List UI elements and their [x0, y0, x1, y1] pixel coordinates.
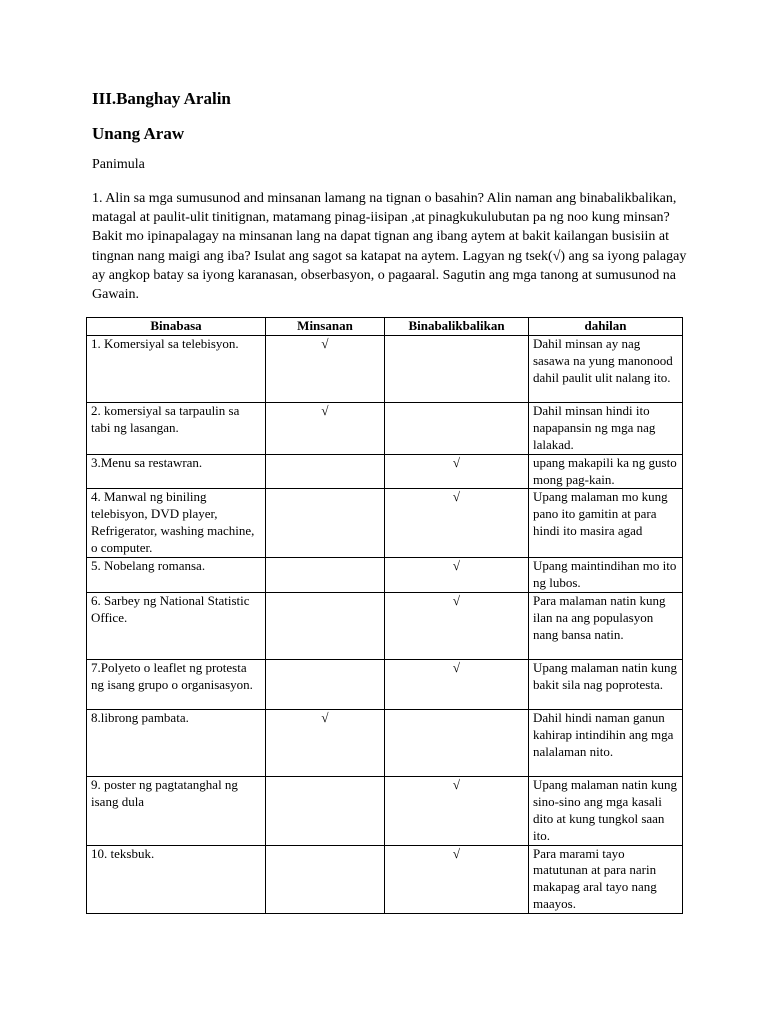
cell-minsanan-check [266, 659, 385, 709]
cell-binabasa: 1. Komersiyal sa telebisyon. [87, 335, 266, 402]
table-row [87, 335, 683, 402]
header-binabalikbalikan: Binabalikbalikan [385, 318, 529, 336]
cell-binabasa: 8.librong pambata. [87, 709, 266, 776]
intro-label: Panimula [92, 157, 145, 172]
cell-binabasa: 6. Sarbey ng National Statistic Office. [87, 592, 266, 659]
table-row [87, 489, 683, 558]
table-row [87, 709, 683, 776]
table-row [87, 402, 683, 454]
cell-minsanan-check: √ [266, 402, 385, 454]
cell-binabalikbalikan-check: √ [385, 558, 529, 593]
table-header-row [87, 318, 683, 336]
table-row [87, 454, 683, 489]
cell-binabalikbalikan-check [385, 709, 529, 776]
cell-dahilan: Upang malaman natin kung sino-sino ang mga kasali dito at kung tungkol saan ito. [529, 776, 683, 845]
cell-binabasa: 10. teksbuk. [87, 845, 266, 914]
cell-binabasa: 3.Menu sa restawran. [87, 454, 266, 489]
table-row [87, 845, 683, 914]
cell-dahilan: Para marami tayo matutunan at para narin makapag aral tayo nang maayos. [529, 845, 683, 914]
cell-binabalikbalikan-check: √ [385, 845, 529, 914]
table-row [87, 558, 683, 593]
cell-binabalikbalikan-check: √ [385, 489, 529, 558]
instruction-paragraph: 1. Alin sa mga sumusunod and minsanan lamang na tignan o basahin? Alin naman ang binabalikbalikan, matagal at paulit-ulit tinitignan, matamang pinag-iisipan ,at pinagkukulubutan pa ng noo kung minsan? Bakit mo ipinapalagay na minsanan lang na dapat tignan ang ibang aytem at bakit kailangan busisiin at tingnan nang maigi ang iba? Isulat ang sagot sa katapat na aytem. Lagyan ng tsek(√) ang sa iyong palagay ay angkop batay sa iyong karanasan, obserbasyon, o pagaaral. Sagutin ang mga tanong at sumusunod na Gawain. [92, 191, 687, 303]
table-row [87, 592, 683, 659]
cell-dahilan: Dahil minsan ay nag sasawa na yung manonood dahil paulit ulit nalang ito. [529, 335, 683, 402]
cell-dahilan: Upang maintindihan mo ito ng lubos. [529, 558, 683, 593]
cell-binabalikbalikan-check: √ [385, 454, 529, 489]
cell-minsanan-check [266, 592, 385, 659]
cell-binabalikbalikan-check [385, 402, 529, 454]
cell-dahilan: Dahil minsan hindi ito napapansin ng mga nag lalakad. [529, 402, 683, 454]
cell-binabasa: 2. komersiyal sa tarpaulin sa tabi ng lasangan. [87, 402, 266, 454]
header-binabasa: Binabasa [87, 318, 266, 336]
cell-dahilan: upang makapili ka ng gusto mong pag-kain. [529, 454, 683, 489]
cell-binabalikbalikan-check: √ [385, 776, 529, 845]
cell-binabasa: 4. Manwal ng biniling telebisyon, DVD player, Refrigerator, washing machine, o computer. [87, 489, 266, 558]
cell-minsanan-check [266, 845, 385, 914]
table-row [87, 659, 683, 709]
section-title: III.Banghay Aralin [92, 89, 231, 108]
header-dahilan: dahilan [529, 318, 683, 336]
cell-minsanan-check: √ [266, 335, 385, 402]
cell-binabalikbalikan-check [385, 335, 529, 402]
cell-binabasa: 9. poster ng pagtatanghal ng isang dula [87, 776, 266, 845]
cell-binabasa: 5. Nobelang romansa. [87, 558, 266, 593]
cell-minsanan-check: √ [266, 709, 385, 776]
day-title: Unang Araw [92, 124, 185, 143]
cell-minsanan-check [266, 776, 385, 845]
table-row [87, 776, 683, 845]
cell-binabalikbalikan-check: √ [385, 659, 529, 709]
cell-binabalikbalikan-check: √ [385, 592, 529, 659]
cell-binabasa: 7.Polyeto o leaflet ng protesta ng isang grupo o organisasyon. [87, 659, 266, 709]
cell-minsanan-check [266, 489, 385, 558]
cell-dahilan: Upang malaman natin kung bakit sila nag poprotesta. [529, 659, 683, 709]
cell-minsanan-check [266, 558, 385, 593]
header-minsanan: Minsanan [266, 318, 385, 336]
cell-dahilan: Upang malaman mo kung pano ito gamitin at para hindi ito masira agad [529, 489, 683, 558]
reading-table [86, 317, 683, 914]
cell-dahilan: Dahil hindi naman ganun kahirap intindihin ang mga nalalaman nito. [529, 709, 683, 776]
cell-minsanan-check [266, 454, 385, 489]
cell-dahilan: Para malaman natin kung ilan na ang populasyon nang bansa natin. [529, 592, 683, 659]
